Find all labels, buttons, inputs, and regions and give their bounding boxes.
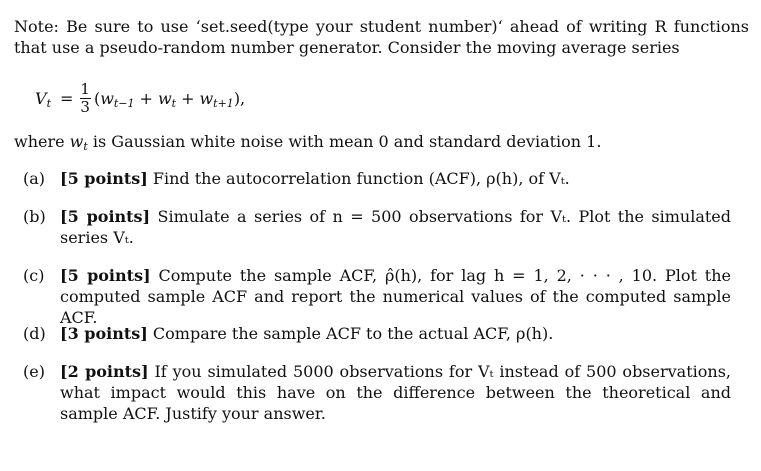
question-label: (c) bbox=[23, 266, 45, 285]
question-body: [5 points] Compute the sample ACF, ρ̂(h), for lag h = 1, 2, · · · , 10. Plot the computed sample ACF and report the numerical values of the computed sample ACF. bbox=[60, 266, 731, 327]
points-badge: [3 points] bbox=[60, 324, 148, 343]
equation-trailing: ), bbox=[233, 88, 246, 108]
points-badge: [5 points] bbox=[60, 207, 151, 226]
question-b bbox=[23, 206, 731, 248]
fraction-one-third: $\frac{1}{3}$ bbox=[80, 79, 90, 116]
question-c bbox=[23, 265, 731, 328]
points-badge: [5 points] bbox=[60, 266, 151, 285]
moving-average-equation: $V_t$ = $\frac{1}{3}$ ( $w_{t-1}$ + $w_t$ + $w_{t+1}$ ), bbox=[35, 79, 246, 116]
term-w-t-minus-1: $w_{t-1}$ bbox=[100, 88, 135, 110]
question-e bbox=[23, 361, 731, 424]
question-d bbox=[23, 323, 731, 344]
equals-sign: = bbox=[59, 88, 74, 108]
question-label: (d) bbox=[23, 324, 46, 343]
points-badge: [2 points] bbox=[60, 362, 149, 381]
intro-paragraph: Note: Be sure to use ‘set.seed(type your student number)‘ ahead of writing R functions that use a pseudo-random number generator. Consider the moving average series bbox=[14, 17, 749, 57]
question-body: [3 points] Compare the sample ACF to the actual ACF, ρ(h). bbox=[60, 324, 554, 343]
question-body: [2 points] If you simulated 5000 observations for Vₜ instead of 500 observations, what impact would this have on the difference between the theoretical and sample ACF. Justify your answer. bbox=[60, 362, 731, 423]
points-badge: [5 points] bbox=[60, 169, 148, 188]
question-label: (e) bbox=[23, 362, 45, 381]
question-label: (b) bbox=[23, 207, 46, 226]
where-paragraph: where $w_t$ is Gaussian white noise with mean 0 and standard deviation 1. bbox=[14, 132, 602, 153]
term-w-t-plus-1: $w_{t+1}$ bbox=[199, 88, 234, 110]
question-body: [5 points] Simulate a series of n = 500 observations for Vₜ. Plot the simulated series Vₜ. bbox=[60, 207, 732, 247]
term-w-t: $w_t$ bbox=[157, 88, 177, 110]
question-label: (a) bbox=[23, 169, 46, 188]
equation-lhs: $V_t$ bbox=[35, 88, 51, 110]
question-a bbox=[23, 168, 731, 189]
question-body: [5 points] Find the autocorrelation function (ACF), ρ(h), of Vₜ. bbox=[60, 169, 570, 188]
